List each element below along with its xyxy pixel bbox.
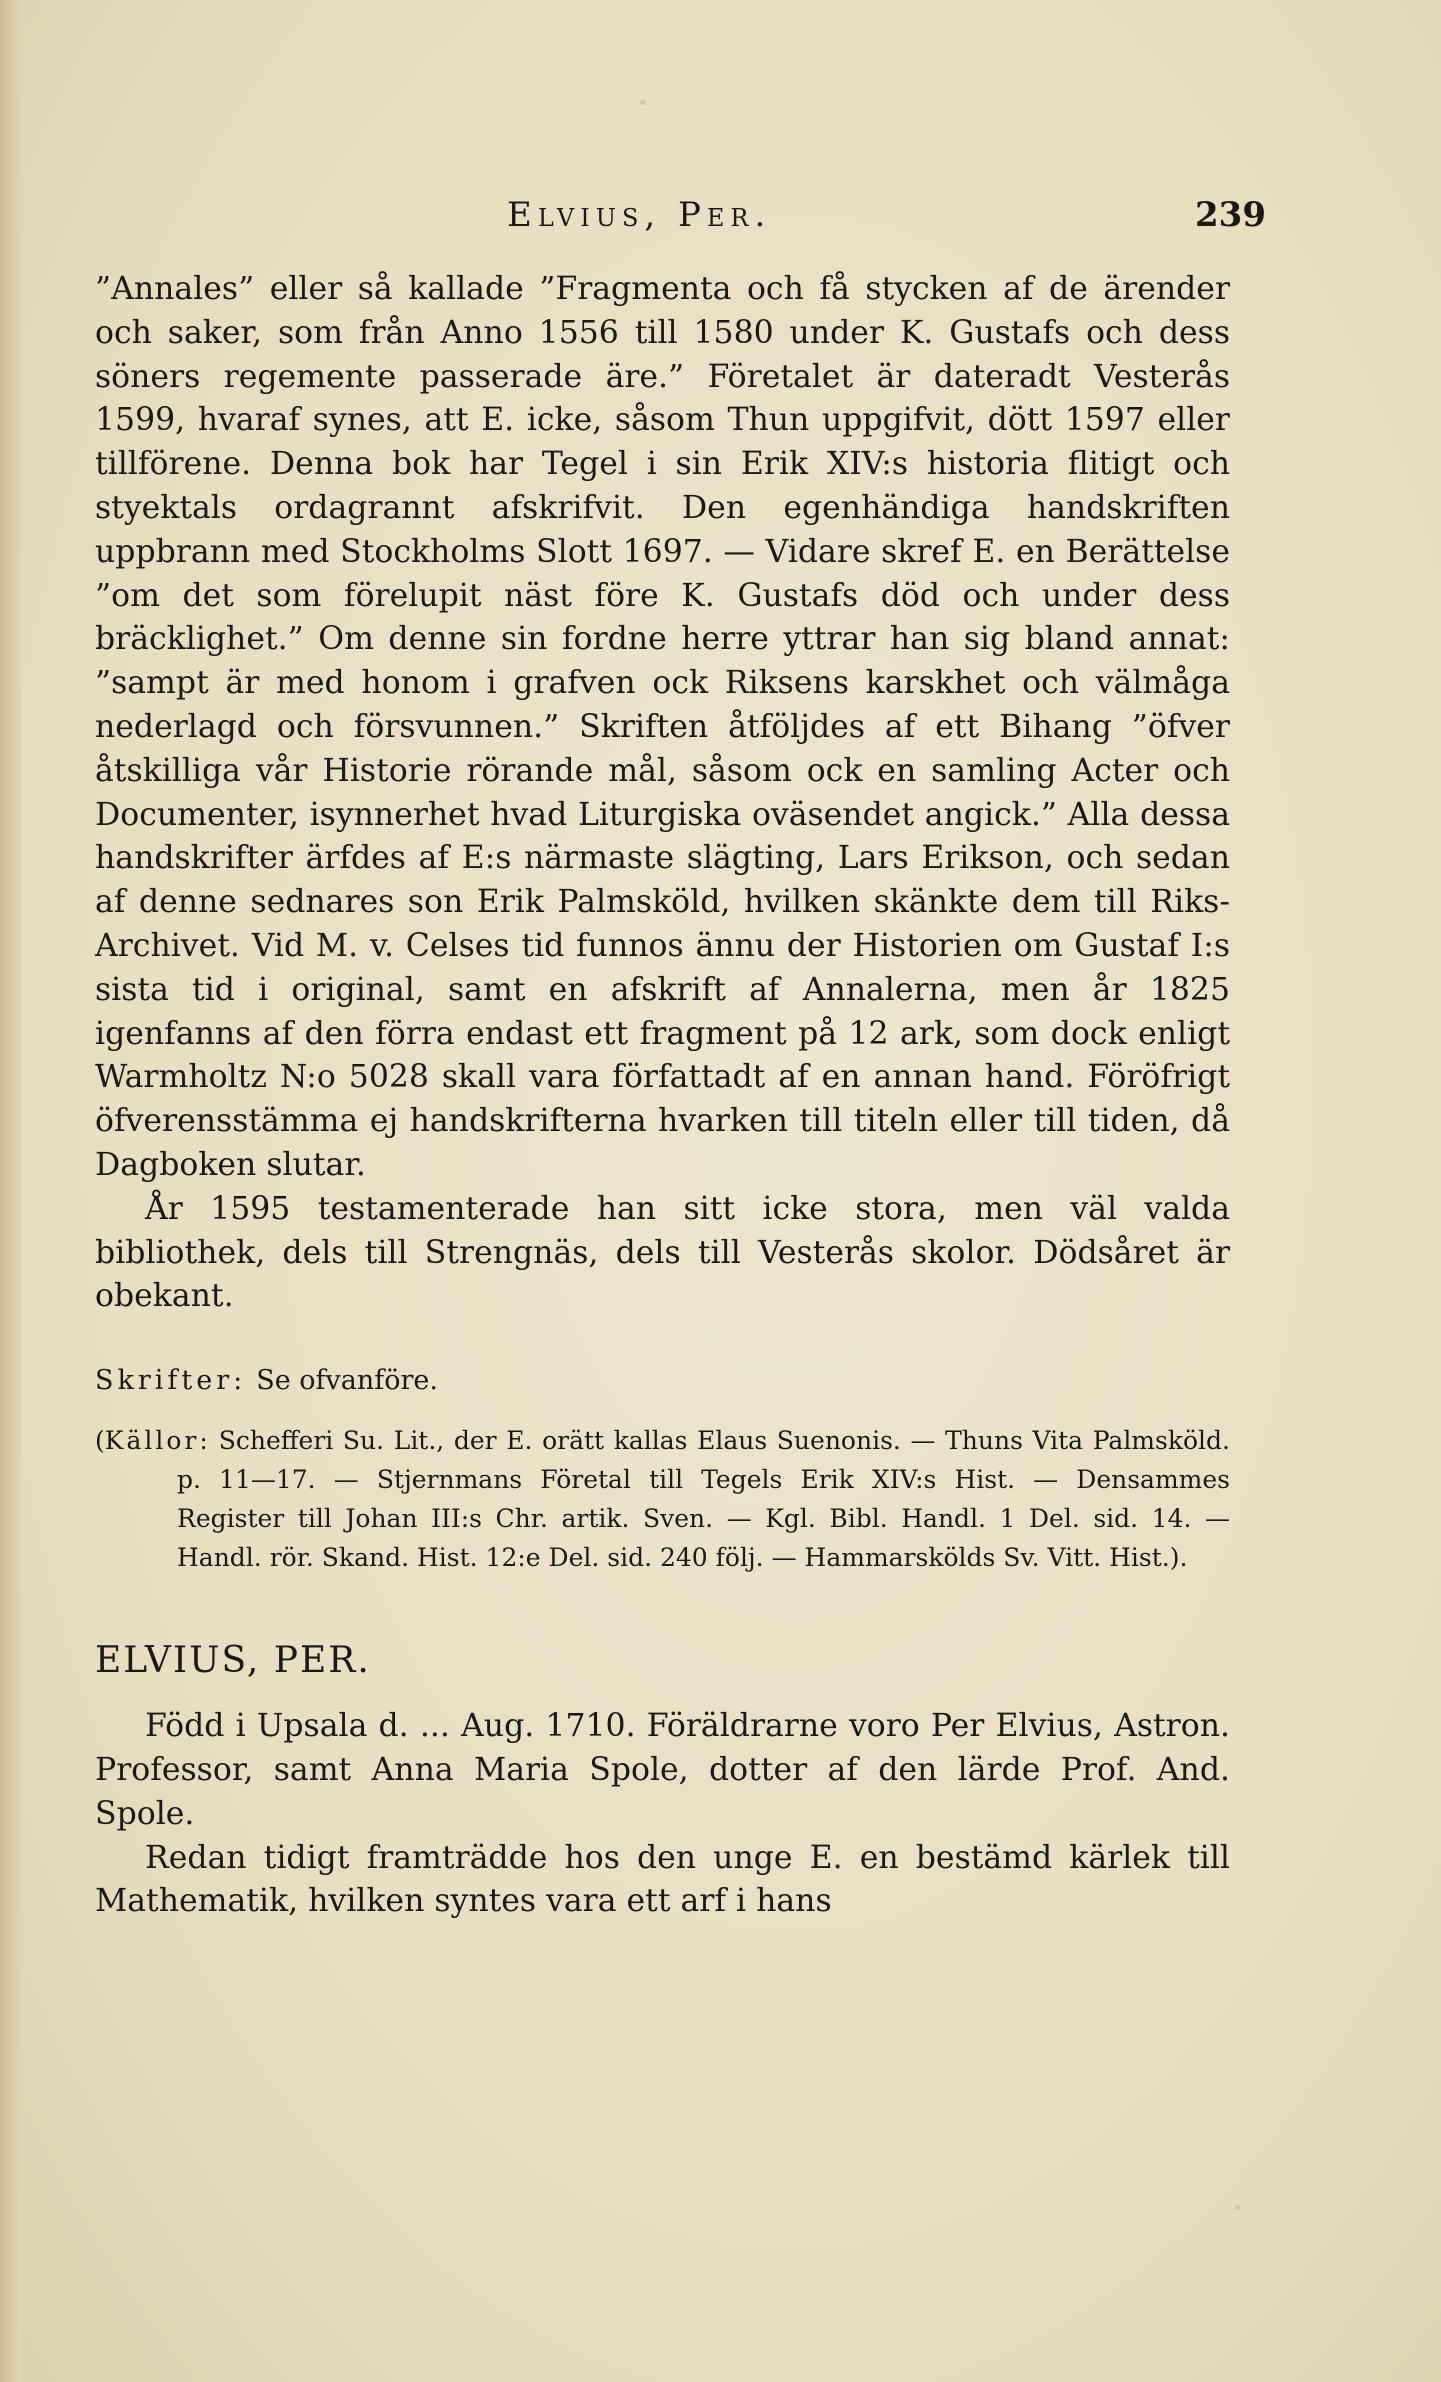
kallor-label: Källor: — [104, 1426, 211, 1456]
page-gutter — [0, 0, 22, 2382]
kallor-open-paren: ( — [95, 1426, 105, 1456]
page-number: 239 — [1195, 195, 1266, 235]
section-body — [95, 1705, 1230, 1924]
kallor-text: Schefferi Su. Lit., der E. orätt kallas Elaus Suenonis. — Thuns Vita Palmsköld. p. 11—17. — Stjernmans Företal till Tegels Erik XIV:s Hist. — Densammes Register till Johan III:s Chr. artik. Sven. — Kgl. Bibl. Handl. 1 Del. sid. 14. — Handl. rör. Skand. Hist. 12:e Del. sid. 240 följ. — Hammarskölds Sv. Vitt. Hist.). — [177, 1426, 1230, 1573]
paper-spot — [1235, 2205, 1240, 2210]
running-head — [95, 195, 1266, 255]
kallor-note — [95, 1421, 1230, 1577]
paragraph-mathematics: Redan tidigt framträdde hos den unge E. en bestämd kärlek till Mathematik, hvilken syntes vara ett arf i hans — [95, 1839, 1230, 1920]
skrifter-note — [95, 1361, 1230, 1401]
running-head-name: Elvius, Per. — [507, 195, 772, 235]
paragraph-birth: Född i Upsala d. ... Aug. 1710. Föräldrarne voro Per Elvius, Astron. Professor, samt Anna Maria Spole, dotter af den lärde Prof. And. Spole. — [95, 1708, 1230, 1832]
paragraph-testament: År 1595 testamenterade han sitt icke stora, men väl valda bibliothek, dels till Strengnäs, dels till Vesterås skolor. Dödsåret är obekant. — [95, 1190, 1230, 1315]
paragraph-annales: ”Annales” eller så kallade ”Fragmenta och få stycken af de ärender och saker, som från Anno 1556 till 1580 under K. Gustafs och dess söners regemente passerade äre.” Företalet är dateradt Vesterås 1599, hvaraf synes, att E. icke, såsom Thun uppgifvit, dött 1597 eller tillförene. Denna bok har Tegel i sin Erik XIV:s historia flitigt och styektals ordagrannt afskrifvit. Den egenhändiga handskriften uppbrann med Stockholms Slott 1697. — Vidare skref E. en Berättelse ”om det som förelupit näst före K. Gustafs död och under dess bräcklighet.” Om denne sin fordne herre yttrar han sig bland annat: ”sampt är med honom i grafven ock Riksens karskhet och välmåga nederlagd och försvunnen.” Skriften åtföljdes af ett Bihang ”öfver åtskilliga vår Historie rörande mål, såsom ock en samling Acter och Documenter, isynnerhet hvad Liturgiska oväsendet angick.” Alla dessa handskrifter ärfdes af E:s närmaste slägting, Lars Erikson, och sedan af denne sednares son Erik Palmsköld, hvilken skänkte dem till Riks-Archivet. Vid M. v. Celses tid funnos ännu der Historien om Gustaf I:s sista tid i original, samt en afskrift af Annalerna, men år 1825 igenfanns af den förra endast ett fragment på 12 ark, som dock enligt Warmholtz N:o 5028 skall vara författadt af en annan hand. Föröfrigt öfverensstämma ej handskrifterna hvarken till titeln eller till tiden, då Dagboken slutar. — [95, 271, 1230, 1183]
paper-spot — [640, 100, 646, 105]
section-heading: ELVIUS, PER. — [95, 1640, 371, 1682]
skrifter-text: Se ofvanföre. — [256, 1365, 438, 1397]
page-content — [95, 268, 1230, 1924]
skrifter-label: Skrifter: — [95, 1365, 247, 1397]
